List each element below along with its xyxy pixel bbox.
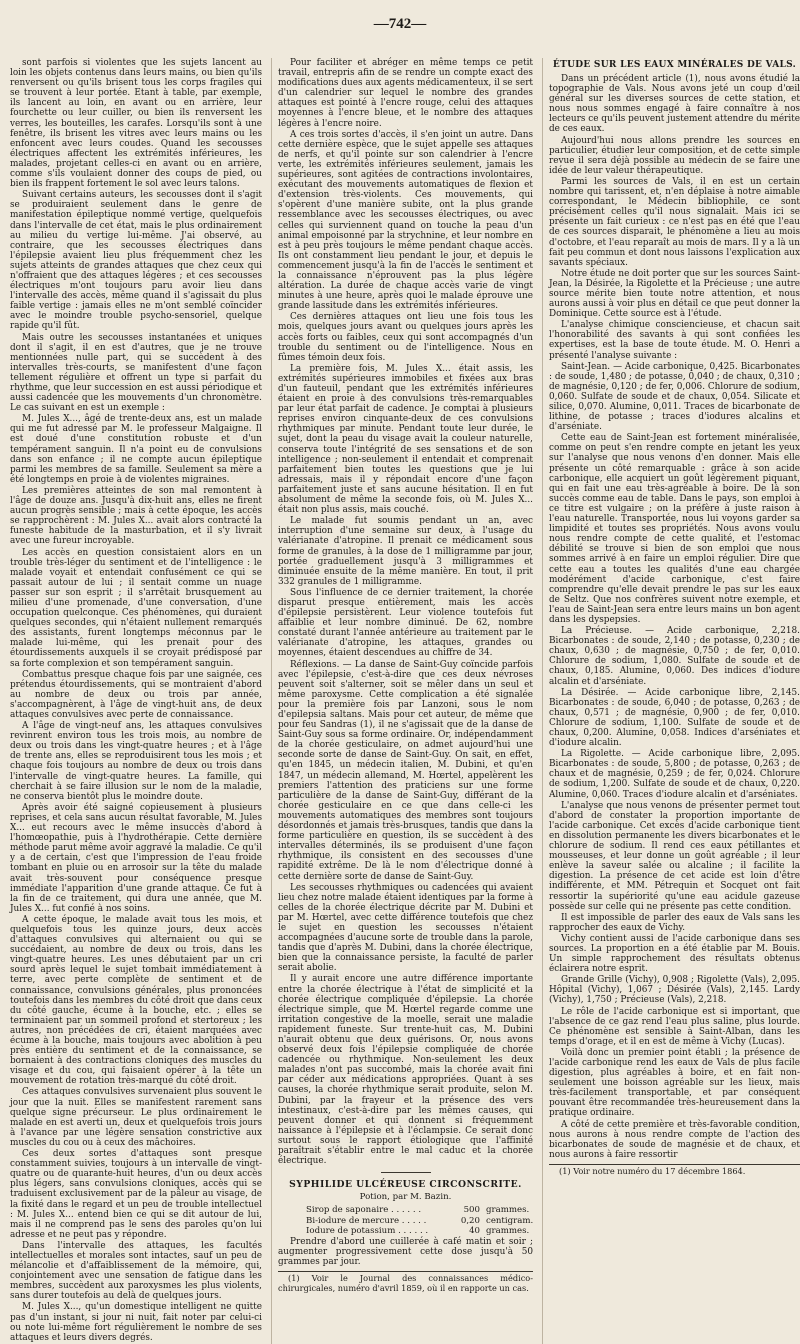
recipe-title: SYPHILIDE ULCÉREUSE CIRCONSCRITE.	[289, 1179, 522, 1191]
paragraph: La Rigolette. — Acide carbonique libre, 2,095. Bicarbonates : de soude, 5,800 ; de potasse, 0,263 ; de chaux et de magnésie, 0,259 ; de fer, 0,024. Chlorure de sodium, 1,200. Sulfate de soude et de chaux, 0,220. Alumine, 0,060. Traces d'iodure alcalin et d'arséniates.	[549, 749, 800, 800]
paragraph: Pour faciliter et abréger en même temps ce petit travail, entrepris afin de se rendre un compte exact des modifications dues aux agents médicamenteux, il se sert d'un calendrier sur lequel le nombre des grandes attaques est pointé à l'encre rouge, celui des attaques moyennes à l'encre bleue, et le nombre des attaques légères à l'encre noire.	[278, 58, 533, 129]
paragraph: L'analyse que nous venons de présenter permet tout d'abord de constater la proportion importante de l'acide carbonique. Cet excès d'acide carbonique tient en dissolution permanente les divers bicarbonates et le chlorure de sodium. Il rend ces eaux pétillantes et mousseuses, et leur donne un goût agréable ; il leur enlève la saveur salée ou alcaline ; il facilite la digestion. La présence de cet acide est loin d'être indifférente, et MM. Pétrequin et Socquet ont fait ressortir la supériorité qu'une eau acidule gazeuse possède sur celle qui ne présente pas cette condition.	[549, 800, 800, 912]
right-column	[542, 58, 800, 1344]
paragraph: sont parfois si violentes que les sujets lancent au loin les objets contenus dans leurs mains, ou bien qu'ils renversent ou qu'ils brisent tous les corps fragiles qui se trouvent à leur portée. Etant à table, par exemple, ils lancent au loin, en avant ou en arrière, leur fourchette ou leur cuiller, ou bien ils renversent les verres, les bouteilles, les carafes. Lorsqu'ils sont à une fenêtre, ils brisent les vitres avec leurs mains ou les enfoncent avec leurs coudes. Quand les secousses électriques affectent les extrémités inférieures, les malades, projetant celles-ci en avant ou en arrière, comme s'ils voulaient donner des coups de pied, ou bien ils frappent fortement le sol avec leurs talons.	[10, 58, 262, 190]
paragraph: Aujourd'hui nous allons prendre les sources en particulier, étudier leur composition, et de cette simple revue il sera déjà possible au médecin de se faire une idée de leur valeur thérapeutique.	[549, 135, 800, 176]
paragraph: M. Jules X..., âgé de trente-deux ans, est un malade qui me fut adressé par M. le professeur Malgaigne. Il est doué d'une constitution robuste et d'un tempérament sanguin. Il n'a point eu de convulsions dans son enfance ; il ne compte aucun épileptique parmi les membres de sa famille. Seulement sa mère a été longtemps en proie à de violentes migraines.	[10, 414, 262, 485]
center-footnote: (1) Voir le Journal des connaissances médico-chirurgicales, numéro d'avril 1859, où il en rapporte un cas.	[278, 1273, 533, 1293]
paragraph: Après avoir été saigné copieusement à plusieurs reprises, et cela sans aucun résultat favorable, M. Jules X... eut recours avec le même insuccès d'abord à l'homœopathie, puis à l'hydrothérapie. Cette dernière méthode parut même avoir aggravé la maladie. Ce qu'il y a de certain, c'est que l'impression de l'eau froide tombant en pluie ou en arrosoir sur la tête du malade avait très-souvent pour conséquence presque immédiate l'apparition d'une grande attaque. Ce fut à la fin de ce traitement, qui dura une année, que M. Jules X... fut confié à nos soins.	[10, 802, 262, 914]
page-header	[10, 6, 790, 58]
paragraph: Grande Grille (Vichy), 0,908 ; Rigolette (Vals), 2,095. Hôpital (Vichy), 1,067 ; Désirée (Vals), 2,145. Lardy (Vichy), 1,750 ; Précieuse (Vals), 2,218.	[549, 975, 800, 1006]
center-paragraphs	[278, 58, 533, 1166]
paragraph: Dans un précédent article (1), nous avons étudié la topographie de Vals. Nous avons jeté un coup d'œil général sur les diverses sources de cette station, et nous nous sommes engagé à faire connaître à nos lecteurs ce qu'ils peuvent justement attendre du mérite de ces eaux.	[549, 74, 800, 135]
recipe-row	[306, 1226, 533, 1237]
paragraph: La Précieuse. — Acide carbonique, 2,218. Bicarbonates : de soude, 2,140 ; de potasse, 0,230 ; de chaux, 0,630 ; de magnésie, 0,750 ; de fer, 0,010. Chlorure de sodium, 1,080. Sulfate de soude et de chaux, 0,185. Alumine, 0,060. Des indices d'iodure alcalin et d'arséniate.	[549, 626, 800, 687]
paragraph: Saint-Jean. — Acide carbonique, 0,425. Bicarbonates : de soude, 1,480 ; de potasse, 0,040 ; de chaux, 0,310 ; de magnésie, 0,120 ; de fer, 0,006. Chlorure de sodium, 0,060. Sulfate de soude et de chaux, 0,054. Silicate et silice, 0,070. Alumine, 0,011. Traces de bicarbonate de lithine, de potasse ; traces d'iodures alcalins et d'arséniate.	[549, 361, 800, 433]
recipe-row	[306, 1205, 533, 1216]
paragraph: Il est impossible de parler des eaux de Vals sans les rapprocher des eaux de Vichy.	[549, 912, 800, 933]
section-divider	[381, 1172, 431, 1173]
paragraph: M. Jules X..., qu'un domestique intelligent ne quitte pas d'un instant, si jour ni nuit, fait noter par celui-ci ou note lui-même fort régulièrement le nombre de ses attaques et leurs divers degrés.	[10, 1302, 262, 1343]
paragraph: Ces deux sortes d'attaques sont presque constamment suivies, toujours à un intervalle de vingt-quatre ou de quarante-huit heures, d'un ou deux accès plus légers, sans convulsions cloniques, accès qui se traduisent exclusivement par de la pâleur au visage, de la fixité dans le regard et un peu de trouble intellectuel : M. Jules X... entend bien ce qui se dit autour de lui, mais il ne comprend pas le sens des paroles qu'on lui adresse et ne peut pas y répondre.	[10, 1149, 262, 1240]
left-column	[10, 58, 262, 1344]
paragraph: Dans l'intervalle des attaques, les facultés intellectuelles et morales sont intactes, sauf un peu de mélancolie et d'affaiblissement de la mémoire, qui, conjointement avec une sensation de fatigue dans les membres, succèdent aux paroxysmes les plus violents, sans durer toutefois au delà de quelques jours.	[10, 1240, 262, 1302]
paragraph: Suivant certains auteurs, les secousses dont il s'agit se produiraient seulement dans le genre de manifestation épileptique nommé vertige, quelquefois dans l'intervalle de cet état, mais le plus ordinairement au milieu du vertige lui-même. J'ai observé, au contraire, que les secousses électriques dans l'épilepsie avaient lieu plus fréquemment chez les sujets atteints de grandes attaques que chez ceux qui n'offraient que des attaques légères ; et ces secousses électriques m'ont toujours paru avoir lieu dans l'intervalle des accès, même quand il s'agissait du plus faible vertige : jamais elles ne m'ont semblé coïncider avec le moindre trouble psycho-sensoriel, quelque rapide qu'il fût.	[10, 190, 262, 332]
recipe-ingredients	[278, 1205, 533, 1237]
recipe-qty: 500	[463, 1205, 480, 1216]
paragraph: La première fois, M. Jules X... était assis, les extrémités supérieures immobiles et fixées aux bras d'un fauteuil, pendant que les extrémités inférieures étaient en proie à des convulsions très-remarquables par leur état parfait de cadence. Je comptai à plusieurs reprises environ cinquante-deux de ces convulsions rhythmiques par minute. Pendant toute leur durée, le sujet, dont la peau du visage avait la couleur naturelle, conserva toute l'intégrité de ses sensations et de son intelligence ; non-seulement il entendait et comprenait parfaitement bien toutes les questions que je lui adressais, mais il y répondait encore d'une façon parfaitement juste et sans aucune hésitation. Il en fut absolument de même la seconde fois, où M. Jules X... était non plus assis, mais couché.	[278, 363, 533, 516]
paragraph: Le malade fut soumis pendant un an, avec interruption d'une semaine sur deux, à l'usage du valérianate d'atropine. Il prenait ce médicament sous forme de granules, à la dose de 1 milligramme par jour, portée graduellement jusqu'à 3 milligrammes et diminuée ensuite de la même manière. En tout, il prit 332 granules de 1 milligramme.	[278, 516, 533, 587]
paragraph: La Désirée. — Acide carbonique libre, 2,145. Bicarbonates : de soude, 6,040 ; de potasse, 0,263 ; de chaux, 0,571 ; de magnésie, 0,900 ; de fer, 0,010. Chlorure de sodium, 1,100. Sulfate de soude et de chaux, 0,200. Alumine, 0,058. Indices d'arséniates et d'iodure alcalin.	[549, 687, 800, 749]
paragraph: Les secousses rhythmiques ou cadencées qui avaient lieu chez notre malade étaient identiques par la forme à celles de la chorée électrique décrite par M. Dubini et par M. Hœrtel, avec cette différence toutefois que chez le sujet en question les secousses n'étaient accompagnées d'aucune sorte de trouble dans la parole, tandis que d'après M. Dubini, dans la chorée électrique, bien que la connaissance persiste, la faculté de parler serait abolie.	[278, 882, 533, 974]
article-heading: ÉTUDE SUR LES EAUX MINÉRALES DE VALS.	[552, 60, 797, 70]
recipe-row	[306, 1216, 533, 1227]
recipe-name: Iodure de potassium . . . . . .	[306, 1226, 429, 1237]
paragraph: Mais outre les secousses instantanées et uniques dont il s'agit, il en est d'autres, que je ne trouve mentionnées nulle part, qui se succèdent à des intervalles très-courts, se manifestent d'une façon tellement régulière et offrent un type si parfait du rhythme, que leur succession en est aussi périodique et aussi cadencée que les mouvements d'un chronomètre. Le cas suivant en est un exemple :	[10, 332, 262, 414]
recipe-qty: 0,20	[460, 1215, 480, 1226]
recipe-unit: grammes.	[486, 1205, 530, 1216]
paragraph: Voilà donc un premier point établi ; la présence de l'acide carbonique rend les eaux de Vals de plus facile digestion, plus agréables à boire, et en fait non-seulement une boisson agréable sur les lieux, mais très-facilement transportable, et par conséquent pouvant être recommandée très-heureusement dans la pratique ordinaire.	[549, 1047, 800, 1119]
recipe-author: Potion, par M. Bazin.	[359, 1192, 452, 1203]
paragraph: Combattus presque chaque fois par une saignée, ces prétendus étourdissements, qui se montraient d'abord au nombre de deux ou trois par année, s'accompagnèrent, à l'âge de vingt-huit ans, de deux attaques convulsives avec perte de connaissance.	[10, 669, 262, 720]
article-columns	[10, 58, 800, 1343]
paragraph: Le rôle de l'acide carbonique est si important, que l'absence de ce gaz rend l'eau plus saline, plus lourde. Ce phénomène est sensible à Saint-Alban, dans les temps d'orage, et il en est de même à Vichy (Lucas).	[549, 1006, 800, 1047]
paragraph: L'analyse chimique consciencieuse, et chacun sait l'honorabilité des savants à qui sont confiées les expertises, est la base de toute étude. M. O. Henri a présenté l'analyse suivante :	[549, 320, 800, 361]
recipe-unit: centigram.	[486, 1215, 534, 1226]
recipe-instructions: Prendre d'abord une cuillerée à café matin et soir ; augmenter progressivement cette dose jusqu'à 50 grammes par jour.	[278, 1236, 533, 1267]
recipe-name: Bi-iodure de mercure . . . . .	[306, 1215, 427, 1226]
paragraph: Réflexions. — La danse de Saint-Guy coïncide parfois avec l'épilepsie, c'est-à-dire que ces deux névroses peuvent soit s'alterner, soit se mêler dans un seul et même paroxysme. Cette complication a été signalée pour la première fois par Lanzoni, sous le nom d'epilepsia saltans. Mais pour cet auteur, de même que pour feu Sandras (1), il ne s'agissait que de la danse de Saint-Guy sous sa forme ordinaire. Or, indépendamment de la chorée gesticulaire, on admet aujourd'hui une seconde sorte de danse de Saint-Guy. On sait, en effet, qu'en 1845, un médecin italien, M. Dubini, et qu'en 1847, un médecin allemand, M. Hœrtel, appelèrent les premiers l'attention des praticiens sur une forme particulière de la danse de Saint-Guy, différant de la chorée gesticulaire en ce que dans celle-ci les mouvements automatiques des membres sont toujours désordonnés et jamais très-brusques, tandis que dans la forme particulière en question, ils se succèdent à des intervalles déterminés, ils se produisent d'une façon rhythmique, ils consistent en des secousses d'une rapidité extrême. De là le nom d'électrique donné à cette dernière sorte de danse de Saint-Guy.	[278, 659, 533, 882]
recipe-qty: 40	[469, 1226, 480, 1237]
paragraph: Cette eau de Saint-Jean est fortement minéralisée, comme on peut s'en rendre compte en jetant les yeux sur l'analyse que nous venons d'en donner. Mais elle présente un côté remarquable : grâce à son acide carbonique, elle acquiert un goût légèrement piquant, qui en fait une eau très-agréable à boire. De là son succès comme eau de table. Dans le pays, son emploi à ce titre est vulgaire ; on la préfère à juste raison à l'eau naturelle. Transportée, nous lui voyons garder sa limpidité et toutes ses propriétés. Nous avons voulu nous rendre compte de cette qualité, et l'estomac débilité se trouve si bien de son emploi que nous sommes arrivé à en faire un emploi régulier. Dire que cette eau a toutes les qualités d'une eau chargée modérément d'acide carbonique, c'est faire comprendre qu'elle devait prendre le pas sur les eaux de Seltz. Que nos confrères suivent notre exemple, et l'eau de Saint-Jean sera entre leurs mains un bon agent dans les dyspepsies.	[549, 433, 800, 625]
paragraph: Les accès en question consistaient alors en un trouble très-léger du sentiment et de l'intelligence : le malade voyait et entendait confusément ce qui se passait autour de lui ; il sentait comme un nuage passer sur son esprit ; il s'arrêtait brusquement au milieu d'une promenade, d'une conversation, d'une occupation quelconque. Ces phénomènes, qui duraient quelques secondes, qui n'étaient nullement remarqués des assistants, furent longtemps méconnus par le malade lui-même, qui les prenait pour des étourdissements auxquels il se croyait prédisposé par sa forte complexion et son tempérament sanguin.	[10, 547, 262, 669]
page-number: —742—	[373, 16, 427, 32]
paragraph: Vichy contient aussi de l'acide carbonique dans ses sources. La proportion en a été établie par M. Bouis. Un simple rapprochement des résultats obtenus éclairera notre esprit.	[549, 933, 800, 975]
paragraph: Les premières atteintes de son mal remontent à l'âge de douze ans. Jusqu'à dix-huit ans, elles ne firent aucun progrès sensible ; mais à cette époque, les accès se rapprochèrent : M. Jules X... avait alors contracté la funeste habitude de la masturbation, et il s'y livrait avec une fureur incroyable.	[10, 485, 262, 547]
center-column	[271, 58, 533, 1344]
paragraph: Parmi les sources de Vals, il en est un certain nombre qui tarissent, et, n'en déplaise à notre aimable correspondant, le Médecin bibliophile, ce sont précisément celles qu'il nous signalait. Mais ici se présente un fait curieux : ce n'est pas en été que l'eau de ces sources disparait, le phénomène a lieu au mois d'octobre, et l'eau reparaît au mois de mars. Il y a là un fait peu commun et dont nous laissons l'explication aux savants spéciaux.	[549, 176, 800, 268]
paragraph: Il y aurait encore une autre différence importante entre la chorée électrique à l'état de simplicité et la chorée électrique compliquée d'épilepsie. La chorée électrique simple, que M. Hœrtel regarde comme une irritation congestive de la moelle, serait une maladie rapidement funeste. Sur trente-huit cas, M. Dubini n'aurait obtenu que deux guérisons. Or, nous avons observé deux fois l'épilepsie compliquée de chorée cadencée ou rhythmique. Non-seulement les deux malades n'ont pas succombé, mais la chorée avait fini par céder aux médications appropriées. Quant à ses causes, la chorée rhythmique serait produite, selon M. Dubini, par la frayeur et la présence des vers intestinaux, c'est-à-dire par les mêmes causes, qui peuvent donner et qui donnent si fréquemment naissance à l'épilepsie et à l'éclampsie. Ce serait donc surtout sous le rapport étiologique que l'affinité paraîtrait s'établir entre le mal caduc et la chorée électrique.	[278, 974, 533, 1167]
paragraph: Sous l'influence de ce dernier traitement, la chorée disparut presque entièrement, mais les accès d'épilepsie persistèrent. Leur violence toutefois fut affaiblie et leur nombre diminué. De 62, nombre constaté durant l'année antérieure au traitement par le valérianate d'atropine, les attaques, grandes ou moyennes, étaient descendues au chiffre de 34.	[278, 587, 533, 659]
paragraph: A côté de cette première et très-favorable condition, nous aurons à nous rendre compte de l'action des bicarbonates de soude de magnésie et de chaux, et nous aurons à faire ressortir	[549, 1119, 800, 1160]
right-paragraphs	[549, 74, 800, 1160]
recipe-name: Sirop de saponaire . . . . . .	[306, 1205, 422, 1216]
paragraph: A l'âge de vingt-neuf ans, les attaques convulsives revinrent environ tous les trois mois, au nombre de deux ou trois dans les vingt-quatre heures ; et à l'âge de trente ans, elles se reproduisirent tous les mois ; et chaque fois toujours au nombre de deux ou trois dans l'intervalle de vingt-quatre heures. La famille, qui cherchait à se faire illusion sur le nom de la maladie, ne conserva bientôt plus le moindre doute.	[10, 721, 262, 802]
paragraph: Notre étude ne doit porter que sur les sources Saint-Jean, la Désirée, la Rigolette et la Précieuse ; une autre source mérite bien toute notre attention, et nous aurons aussi à voir plus en détail ce que peut donner la Dominique. Cette source est à l'étude.	[549, 268, 800, 320]
right-footnote: (1) Voir notre numéro du 17 décembre 1864.	[549, 1164, 800, 1177]
recipe-unit: grammes.	[486, 1226, 530, 1237]
paragraph: A cette époque, le malade avait tous les mois, et quelquefois tous les quinze jours, deux accès d'attaques convulsives qui alternaient ou qui se succédaient, au nombre de deux ou trois, dans les vingt-quatre heures. Les unes débutaient par un cri sourd après lequel le sujet tombait immédiatement à terre, avec perte complète de sentiment et de connaissance, convulsions générales, plus prononcées toutefois dans les membres du côté droit que dans ceux du côté gauche, écume à la bouche, etc. ; elles se terminaient par un sommeil profond et stertoreux ; les autres, non précédées de cri, étaient marquées avec écume à la bouche, mais toujours avec abolition à peu près entière du sentiment et de la connaissance, se bornaient à des contractions cloniques des muscles du visage et du cou, qui faisaient opérer à la tête un mouvement de rotation très-marqué du côté droit.	[10, 914, 262, 1087]
paragraph: A ces trois sortes d'accès, il s'en joint un autre. Dans cette dernière espèce, que le sujet appelle ses attaques de nerfs, et qu'il pointe sur son calendrier à l'encre verte, les extrémités inférieures seulement, jamais les supérieures, sont agitées de contractions involontaires, exécutant des mouvements automatiques de flexion et d'extension très-violents. Ces mouvements, qui s'opèrent d'une manière subite, ont la plus grande ressemblance avec les secousses électriques, ou avec celles qui surviennent quand on touche la peau d'un animal empoisonné par la strychnine, et leur nombre en est à peu près toujours le même pendant chaque accès. Ils ont constamment lieu pendant le jour, et depuis le commencement jusqu'à la fin de l'accès le sentiment et la connaissance n'éprouvent pas la plus légère altération. La durée de chaque accès varie de vingt minutes à une heure, après quoi le malade éprouve une grande lassitude dans les extrémités inférieures.	[278, 129, 533, 312]
paragraph: Ces attaques convulsives survenaient plus souvent le jour que la nuit. Elles se manifestent rarement sans quelque signe précurseur. Le plus ordinairement le malade en est averti un, deux et quelquefois trois jours à l'avance par une légère sensation constrictive aux muscles du cou ou à ceux des mâchoires.	[10, 1087, 262, 1148]
paragraph: Ces dernières attaques ont lieu une fois tous les mois, quelques jours avant ou quelques jours après les accès forts ou faibles, ceux qui sont accompagnés d'un trouble du sentiment ou de l'intelligence. Nous en fûmes témoin deux fois.	[278, 312, 533, 363]
